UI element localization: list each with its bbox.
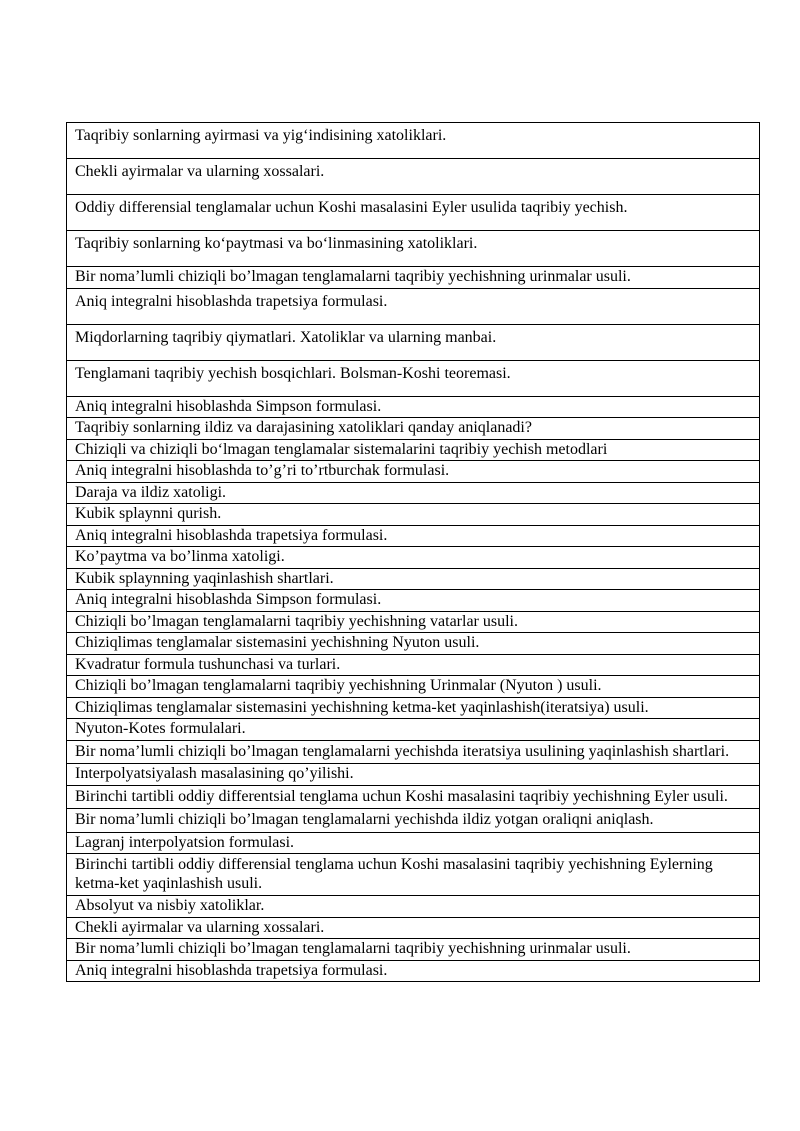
topic-cell: Bir noma’lumli chiziqli bo’lmagan tenglamalarni taqribiy yechishning urinmalar usuli. bbox=[67, 939, 760, 961]
topic-cell: Chiziqli bo’lmagan tenglamalarni taqribiy yechishning vatarlar usuli. bbox=[67, 611, 760, 633]
topic-cell: Absolyut va nisbiy xatoliklar. bbox=[67, 896, 760, 918]
topic-cell: Interpolyatsiyalash masalasining qo’yilishi. bbox=[67, 764, 760, 786]
topic-cell: Nyuton-Kotes formulalari. bbox=[67, 719, 760, 741]
topic-cell: Lagranj interpolyatsion formulasi. bbox=[67, 832, 760, 854]
topic-cell: Ko’paytma va bo’linma xatoligi. bbox=[67, 547, 760, 569]
topic-cell: Chiziqli bo’lmagan tenglamalarni taqribiy yechishning Urinmalar (Nyuton ) usuli. bbox=[67, 676, 760, 698]
table-row bbox=[67, 123, 760, 159]
table-row bbox=[67, 231, 760, 267]
table-row bbox=[67, 719, 760, 741]
table-row bbox=[67, 439, 760, 461]
topic-cell: Chiziqlimas tenglamalar sistemasini yechishning ketma-ket yaqinlashish(iteratsiya) usuli. bbox=[67, 697, 760, 719]
topic-cell: Tenglamani taqribiy yechish bosqichlari. Bolsman-Koshi teoremasi. bbox=[67, 360, 760, 396]
table-row bbox=[67, 854, 760, 896]
table-row bbox=[67, 461, 760, 483]
table-row bbox=[67, 785, 760, 809]
table-row bbox=[67, 633, 760, 655]
topic-cell: Aniq integralni hisoblashda trapetsiya formulasi. bbox=[67, 960, 760, 982]
topic-cell: Chekli ayirmalar va ularning xossalari. bbox=[67, 159, 760, 195]
topics-table bbox=[66, 122, 760, 982]
table-row bbox=[67, 324, 760, 360]
table-row bbox=[67, 195, 760, 231]
table-row bbox=[67, 832, 760, 854]
topic-cell: Chiziqli va chiziqli bo‘lmagan tenglamalar sistemalarini taqribiy yechish metodlari bbox=[67, 439, 760, 461]
table-row bbox=[67, 939, 760, 961]
topic-cell: Birinchi tartibli oddiy differentsial tenglama uchun Koshi masalasini taqribiy yechishning Eyler usuli. bbox=[67, 785, 760, 809]
table-row bbox=[67, 896, 760, 918]
table-row bbox=[67, 917, 760, 939]
table-row bbox=[67, 504, 760, 526]
table-row bbox=[67, 547, 760, 569]
table-row bbox=[67, 525, 760, 547]
topic-cell: Aniq integralni hisoblashda to’g’ri to’rtburchak formulasi. bbox=[67, 461, 760, 483]
table-row bbox=[67, 654, 760, 676]
table-row bbox=[67, 159, 760, 195]
table-row bbox=[67, 568, 760, 590]
table-row bbox=[67, 611, 760, 633]
table-row bbox=[67, 267, 760, 289]
topic-cell: Chekli ayirmalar va ularning xossalari. bbox=[67, 917, 760, 939]
table-row bbox=[67, 590, 760, 612]
topic-cell: Daraja va ildiz xatoligi. bbox=[67, 482, 760, 504]
table-row bbox=[67, 764, 760, 786]
topic-cell: Taqribiy sonlarning ildiz va darajasining xatoliklari qanday aniqlanadi? bbox=[67, 418, 760, 440]
topic-cell: Bir noma’lumli chiziqli bo’lmagan tenglamalarni yechishda iteratsiya usulining yaqinlashish shartlari. bbox=[67, 740, 760, 764]
topic-cell: Aniq integralni hisoblashda Simpson formulasi. bbox=[67, 590, 760, 612]
topic-cell: Taqribiy sonlarning ayirmasi va yig‘indisining xatoliklari. bbox=[67, 123, 760, 159]
topic-cell: Oddiy differensial tenglamalar uchun Koshi masalasini Eyler usulida taqribiy yechish. bbox=[67, 195, 760, 231]
topic-cell: Miqdorlarning taqribiy qiymatlari. Xatoliklar va ularning manbai. bbox=[67, 324, 760, 360]
table-row bbox=[67, 740, 760, 764]
topic-cell: Aniq integralni hisoblashda trapetsiya formulasi. bbox=[67, 288, 760, 324]
topic-cell: Aniq integralni hisoblashda trapetsiya formulasi. bbox=[67, 525, 760, 547]
table-row bbox=[67, 676, 760, 698]
topic-cell: Bir noma’lumli chiziqli bo’lmagan tenglamalarni taqribiy yechishning urinmalar usuli. bbox=[67, 267, 760, 289]
topic-cell: Kvadratur formula tushunchasi va turlari. bbox=[67, 654, 760, 676]
topic-cell: Aniq integralni hisoblashda Simpson formulasi. bbox=[67, 396, 760, 418]
table-row bbox=[67, 288, 760, 324]
table-row bbox=[67, 396, 760, 418]
topic-cell: Kubik splaynni qurish. bbox=[67, 504, 760, 526]
topic-cell: Birinchi tartibli oddiy differensial tenglama uchun Koshi masalasini taqribiy yechishning Eylerning ketma-ket yaqinlashish usuli. bbox=[67, 854, 760, 896]
table-row bbox=[67, 418, 760, 440]
topic-cell: Taqribiy sonlarning ko‘paytmasi va bo‘linmasining xatoliklari. bbox=[67, 231, 760, 267]
table-row bbox=[67, 960, 760, 982]
table-row bbox=[67, 360, 760, 396]
table-row bbox=[67, 809, 760, 833]
table-row bbox=[67, 697, 760, 719]
topic-cell: Bir noma’lumli chiziqli bo’lmagan tenglamalarni yechishda ildiz yotgan oraliqni aniqlash. bbox=[67, 809, 760, 833]
topic-cell: Chiziqlimas tenglamalar sistemasini yechishning Nyuton usuli. bbox=[67, 633, 760, 655]
topic-cell: Kubik splaynning yaqinlashish shartlari. bbox=[67, 568, 760, 590]
table-row bbox=[67, 482, 760, 504]
